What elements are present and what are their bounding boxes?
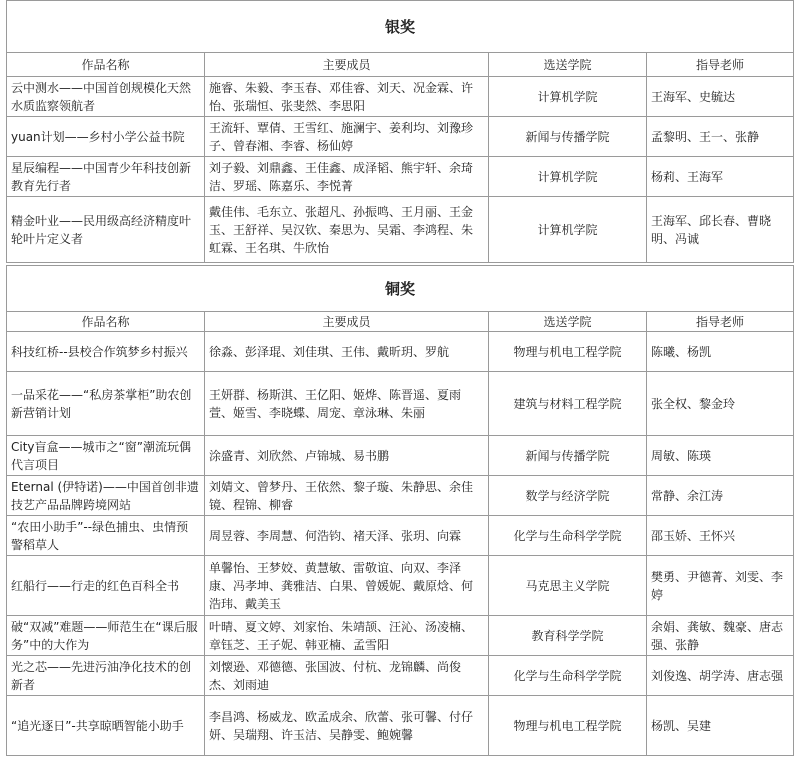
table-row [7, 197, 794, 263]
advisor: 邵玉娇、王怀兴 [647, 516, 794, 556]
members: 单馨怡、王梦姣、黄慧敏、雷敬谊、向双、李泽康、冯孝坤、龚雅洁、白果、曾媛妮、戴原焓、何浩玮、戴美玉 [205, 556, 489, 616]
advisor: 樊勇、尹德菁、刘雯、李婷 [647, 556, 794, 616]
silver-award-table [6, 0, 794, 263]
members: 叶晴、夏文婷、刘家怡、朱靖颉、汪沁、汤凌楠、章钰芝、王子妮、韩亚楠、孟雪阳 [205, 616, 489, 656]
work-name: 云中测水——中国首创规模化天然水质监察领航者 [7, 77, 205, 117]
college: 化学与生命科学学院 [489, 516, 647, 556]
silver-title: 银奖 [7, 1, 794, 53]
table-row [7, 372, 794, 436]
table-row [7, 696, 794, 756]
members: 刘懐逊、邓德德、张国波、付杭、龙锦麟、尚俊杰、刘雨迪 [205, 656, 489, 696]
work-name: City盲盒——城市之“窗”潮流玩偶代言项目 [7, 436, 205, 476]
table-row [7, 656, 794, 696]
college: 新闻与传播学院 [489, 117, 647, 157]
work-name: “农田小助手”--绿色捕虫、虫情预警稻草人 [7, 516, 205, 556]
college: 计算机学院 [489, 77, 647, 117]
work-name: “追光逐日”-共享晾晒智能小助手 [7, 696, 205, 756]
work-name: 破“双减”难题——师范生在“课后服务”中的大作为 [7, 616, 205, 656]
college: 化学与生命科学学院 [489, 656, 647, 696]
college: 新闻与传播学院 [489, 436, 647, 476]
header-college: 选送学院 [489, 312, 647, 332]
college: 物理与机电工程学院 [489, 332, 647, 372]
advisor: 孟黎明、王一、张静 [647, 117, 794, 157]
college: 计算机学院 [489, 157, 647, 197]
advisor: 刘俊逸、胡学涛、唐志强 [647, 656, 794, 696]
work-name: 科技红桥--县校合作筑梦乡村振兴 [7, 332, 205, 372]
table-row [7, 556, 794, 616]
header-members: 主要成员 [205, 312, 489, 332]
college: 建筑与材料工程学院 [489, 372, 647, 436]
work-name: yuan计划——乡村小学公益书院 [7, 117, 205, 157]
members: 涂盛青、刘欣然、卢锦城、易书鹏 [205, 436, 489, 476]
college: 马克思主义学院 [489, 556, 647, 616]
advisor: 常静、余江涛 [647, 476, 794, 516]
members: 李昌鸿、杨威龙、欧孟成余、欣蕾、张可馨、付仔妍、吴瑞翔、许玉洁、吴静雯、鲍婉馨 [205, 696, 489, 756]
bronze-title: 铜奖 [7, 266, 794, 312]
table-row [7, 476, 794, 516]
table-row [7, 516, 794, 556]
header-advisor: 指导老师 [647, 312, 794, 332]
table-row [7, 616, 794, 656]
members: 周昱蓉、李周慧、何浩钧、褚天泽、张玥、向霖 [205, 516, 489, 556]
college: 教育科学学院 [489, 616, 647, 656]
table-row [7, 332, 794, 372]
members: 施睿、朱毅、李玉春、邓佳睿、刘天、况金霖、许怡、张瑞恒、张斐然、李思阳 [205, 77, 489, 117]
work-name: 星辰编程——中国青少年科技创新教育先行者 [7, 157, 205, 197]
advisor: 余娟、龚敏、魏豪、唐志强、张静 [647, 616, 794, 656]
advisor: 王海军、邱长春、曹晓明、冯诚 [647, 197, 794, 263]
advisor: 王海军、史毓达 [647, 77, 794, 117]
college: 物理与机电工程学院 [489, 696, 647, 756]
advisor: 张全权、黎金玲 [647, 372, 794, 436]
work-name: 一品采花——“私房茶掌柜”助农创新营销计划 [7, 372, 205, 436]
table-row [7, 117, 794, 157]
work-name: 光之芯——先进污油净化技术的创新者 [7, 656, 205, 696]
members: 王妍群、杨斯淇、王亿阳、姬烨、陈晋遥、夏雨萱、姬雪、李晓蝶、周宠、章泳琳、朱丽 [205, 372, 489, 436]
table-row [7, 157, 794, 197]
advisor: 杨凯、吴建 [647, 696, 794, 756]
college: 计算机学院 [489, 197, 647, 263]
members: 王流轩、覃倩、王雪红、施澜宇、姜利均、刘豫珍子、曾春湘、李睿、杨仙婷 [205, 117, 489, 157]
advisor: 周敏、陈瑛 [647, 436, 794, 476]
header-work-name: 作品名称 [7, 53, 205, 77]
college: 数学与经济学院 [489, 476, 647, 516]
members: 徐淼、彭泽琨、刘佳琪、王伟、戴昕玥、罗航 [205, 332, 489, 372]
bronze-award-table [6, 265, 794, 756]
header-work-name: 作品名称 [7, 312, 205, 332]
members: 刘子毅、刘鼎鑫、王佳鑫、成泽韬、熊宇轩、余琦洁、罗瑶、陈嘉乐、李悦菁 [205, 157, 489, 197]
header-college: 选送学院 [489, 53, 647, 77]
work-name: Eternal (伊特诺)——中国首创非遗技艺产品品牌跨境网站 [7, 476, 205, 516]
advisor: 杨莉、王海军 [647, 157, 794, 197]
work-name: 精金叶业——民用级高经济精度叶轮叶片定义者 [7, 197, 205, 263]
advisor: 陈曦、杨凯 [647, 332, 794, 372]
members: 戴佳伟、毛东立、张超凡、孙振鸣、王月丽、王金玉、王舒祥、吴汉钦、秦思为、吴霜、李鸿程、朱虹霖、王名琪、牛欣怡 [205, 197, 489, 263]
header-advisor: 指导老师 [647, 53, 794, 77]
members: 刘婧文、曾梦丹、王依然、黎子璇、朱静思、余佳镜、程锦、柳睿 [205, 476, 489, 516]
work-name: 红船行——行走的红色百科全书 [7, 556, 205, 616]
header-members: 主要成员 [205, 53, 489, 77]
table-row [7, 436, 794, 476]
table-row [7, 77, 794, 117]
